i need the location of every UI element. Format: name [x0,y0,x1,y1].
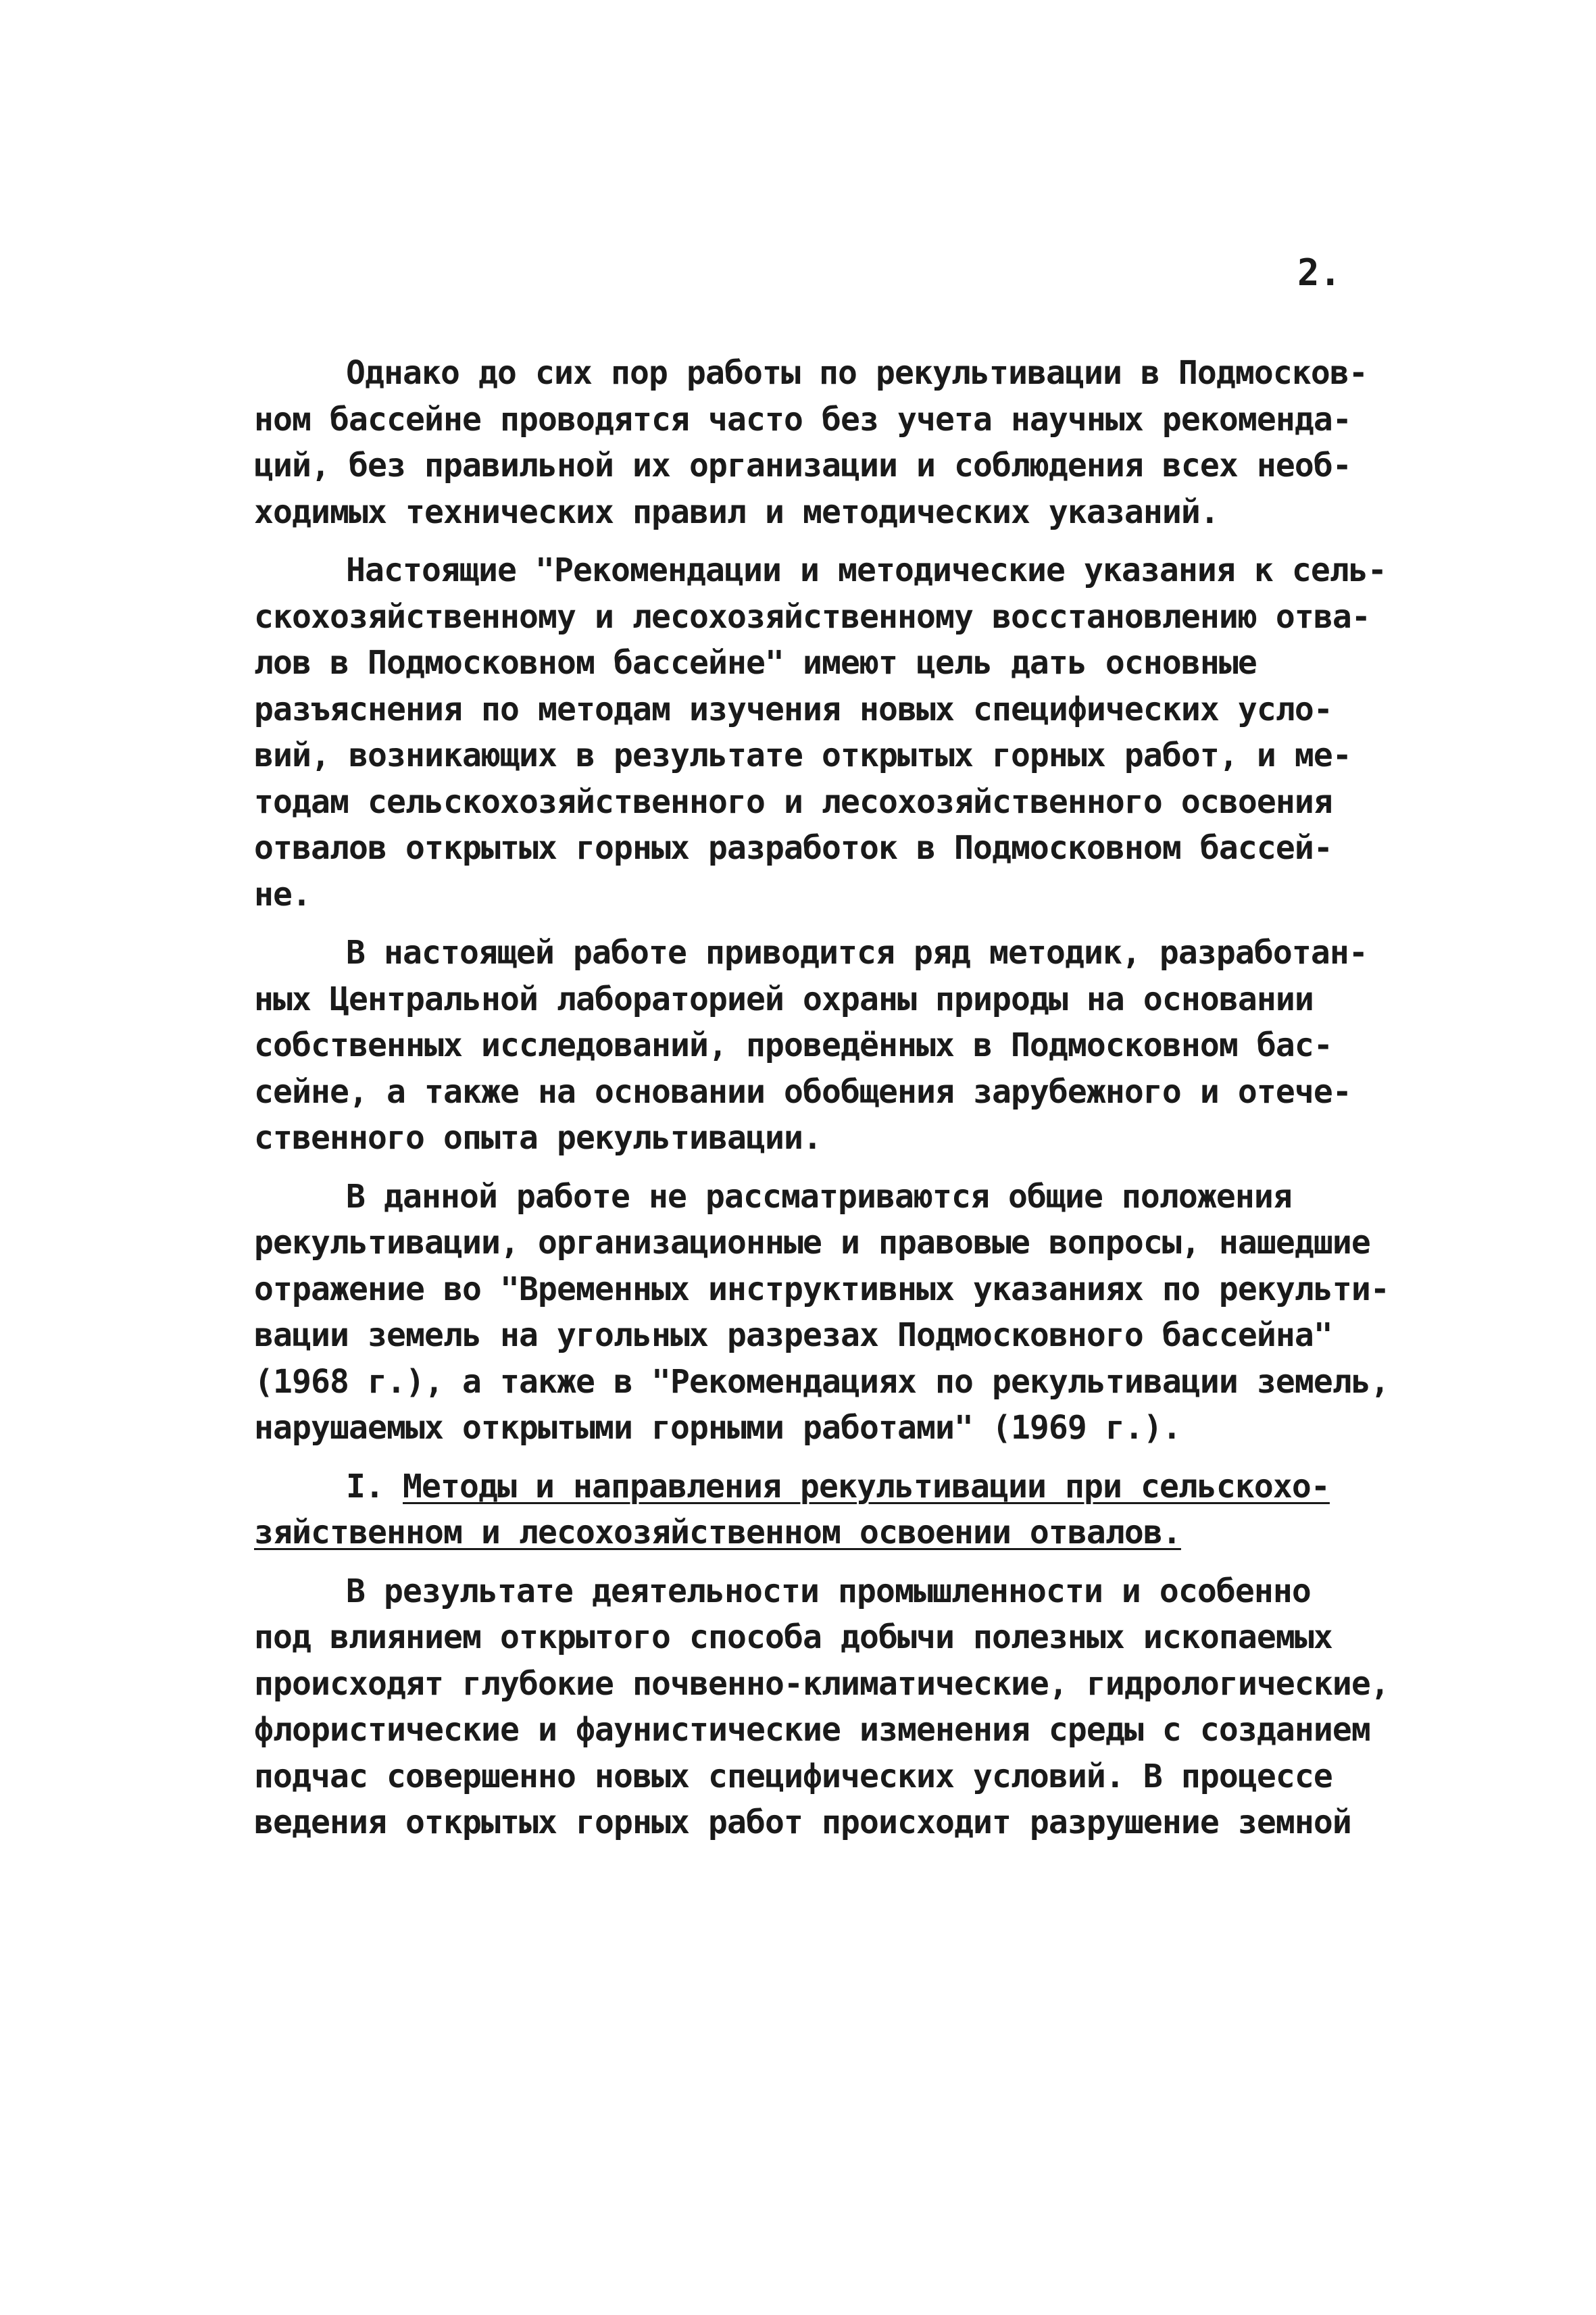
text-line: не. [254,875,311,914]
text-line: скохозяйственному и лесохозяйственному восстановлению отва- [254,597,1370,636]
text-line: В данной работе не рассматриваются общие положения [346,1177,1292,1216]
text-line: Настоящие "Рекомендации и методические указания к сель- [346,551,1387,589]
page-number: 2. [1297,251,1342,294]
heading-title-part-2: зяйственном и лесохозяйственном освоении отвалов. [254,1514,1181,1551]
text-line: ственного опыта рекультивации. [254,1119,822,1157]
text-line: рекультивации, организационные и правовые вопросы, нашедшие [254,1224,1370,1262]
heading-line-1 [254,1464,1403,1510]
text-line: ходимых технических правил и методических указаний. [254,493,1219,531]
text-line: (1968 г.), а также в "Рекомендациях по рекультивации земель, [254,1362,1389,1401]
text-line: ведения открытых горных работ происходит разрушение земной [254,1803,1351,1841]
paragraph-4 [254,1174,1403,1451]
text-line: собственных исследований, проведённых в Подмосковном бас- [254,1026,1332,1064]
text-line: ций, без правильной их организации и соблюдения всех необ- [254,447,1351,484]
heading-title-part-1: Методы и направления рекультивации при сельскохо- [403,1467,1330,1505]
text-line: флористические и фаунистические изменения среды с созданием [254,1711,1370,1749]
text-line: отражение во "Временных инструктивных указаниях по рекульти- [254,1270,1389,1308]
text-line: В результате деятельности промышленности и особенно [346,1572,1311,1610]
text-line: лов в Подмосковном бассейне" имеют цель дать основные [254,644,1257,682]
text-line: нарушаемых открытыми горными работами" (1969 г.). [254,1409,1181,1447]
heading-line-2 [254,1510,1403,1556]
text-line: тодам сельскохозяйственного и лесохозяйственного освоения [254,782,1332,821]
body-text [254,350,1403,1846]
text-line: ных Центральной лабораторией охраны природы на основании [254,980,1314,1018]
text-line: вации земель на угольных разрезах Подмосковного бассейна" [254,1316,1332,1354]
text-line: сейне, а также на основании обобщения зарубежного и отече- [254,1072,1351,1111]
text-line: под влиянием открытого способа добычи полезных ископаемых [254,1618,1332,1656]
text-line: ном бассейне проводятся часто без учета научных рекоменда- [254,400,1351,439]
text-line: происходят глубокие почвенно-климатические, гидрологические, [254,1664,1389,1703]
text-line: разъяснения по методам изучения новых специфических усло- [254,690,1332,728]
section-number: I. [346,1467,384,1505]
paragraph-5 [254,1568,1403,1846]
paragraph-3 [254,930,1403,1162]
text-line: Однако до сих пор работы по рекультивации в Подмосков- [346,354,1368,392]
text-line: отвалов открытых горных разработок в Подмосковном бассей- [254,829,1332,867]
paragraph-1 [254,350,1403,535]
section-heading [254,1464,1403,1556]
text-line: вий, возникающих в результате открытых горных работ, и ме- [254,737,1351,774]
text-line: В настоящей работе приводится ряд методик, разработан- [346,934,1368,972]
text-line: подчас совершенно новых специфических условий. В процессе [254,1757,1332,1795]
paragraph-2 [254,547,1403,918]
